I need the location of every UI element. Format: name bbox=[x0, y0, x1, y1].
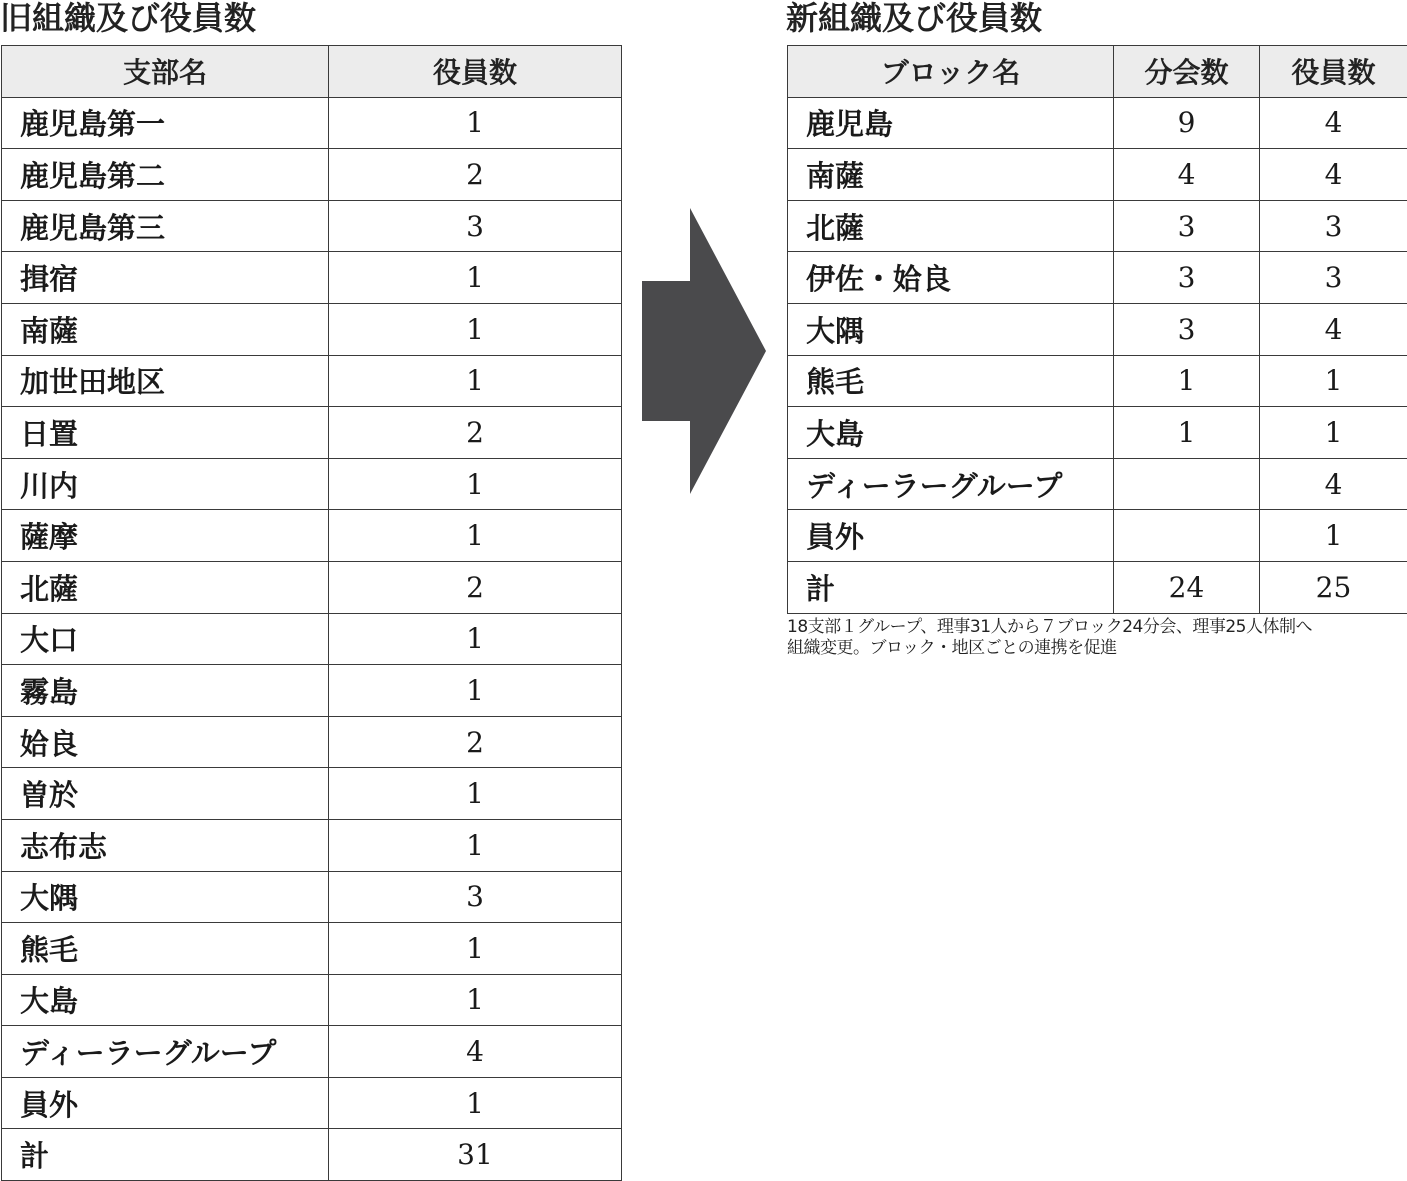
officers-cell: 1 bbox=[329, 768, 622, 820]
new-org-table-body bbox=[788, 97, 1407, 613]
officers-cell: 1 bbox=[329, 974, 622, 1026]
old-org-title: 旧組織及び役員数 bbox=[0, 0, 256, 36]
branch-count-cell: 9 bbox=[1114, 97, 1260, 149]
officers-cell: 1 bbox=[1260, 355, 1407, 407]
branch-count-cell bbox=[1114, 458, 1260, 510]
caption-line-1: 18支部１グループ、理事31人から７ブロック24分会、理事25人体制へ bbox=[787, 617, 1312, 637]
table-row bbox=[788, 458, 1407, 510]
new-org-table bbox=[787, 45, 1407, 614]
branch-count-cell: 3 bbox=[1114, 252, 1260, 304]
officers-cell: 2 bbox=[329, 716, 622, 768]
officers-cell: 4 bbox=[1260, 97, 1407, 149]
table-row bbox=[788, 149, 1407, 201]
table-row bbox=[788, 252, 1407, 304]
table-row bbox=[788, 200, 1407, 252]
officers-cell: 3 bbox=[329, 200, 622, 252]
officers-cell: 1 bbox=[329, 97, 622, 149]
caption-note bbox=[787, 617, 1407, 659]
officers-cell: 2 bbox=[329, 149, 622, 201]
branch-count-cell: 1 bbox=[1114, 355, 1260, 407]
block-name-cell: 伊佐・姶良 bbox=[788, 252, 1114, 304]
table-row bbox=[2, 561, 622, 613]
table-row bbox=[2, 355, 622, 407]
new-org-title: 新組織及び役員数 bbox=[786, 0, 1042, 36]
branch-name-cell: 薩摩 bbox=[2, 510, 329, 562]
officers-cell: 1 bbox=[329, 923, 622, 975]
table-row bbox=[2, 768, 622, 820]
table-header-row bbox=[788, 46, 1407, 98]
officers-cell: 3 bbox=[329, 871, 622, 923]
officers-cell: 2 bbox=[329, 561, 622, 613]
block-name-cell: 計 bbox=[788, 561, 1114, 613]
branch-count-cell: 3 bbox=[1114, 303, 1260, 355]
branch-name-cell: 加世田地区 bbox=[2, 355, 329, 407]
table-row bbox=[2, 716, 622, 768]
table-row bbox=[2, 1077, 622, 1129]
table-row bbox=[2, 303, 622, 355]
officers-cell: 4 bbox=[1260, 303, 1407, 355]
officers-cell: 1 bbox=[329, 252, 622, 304]
block-name-cell: 大隅 bbox=[788, 303, 1114, 355]
branch-name-cell: 姶良 bbox=[2, 716, 329, 768]
caption-line-2: 組織変更。ブロック・地区ごとの連携を促進 bbox=[787, 638, 1117, 658]
branch-count-cell: 24 bbox=[1114, 561, 1260, 613]
branch-count-cell: 3 bbox=[1114, 200, 1260, 252]
block-name-cell: 鹿児島 bbox=[788, 97, 1114, 149]
table-row bbox=[2, 1026, 622, 1078]
branch-name-cell: 志布志 bbox=[2, 819, 329, 871]
table-row bbox=[2, 871, 622, 923]
branch-name-cell: 曽於 bbox=[2, 768, 329, 820]
column-header-branch-name: 支部名 bbox=[2, 46, 329, 98]
branch-name-cell: 南薩 bbox=[2, 303, 329, 355]
officers-cell: 3 bbox=[1260, 200, 1407, 252]
branch-name-cell: 北薩 bbox=[2, 561, 329, 613]
branch-name-cell: 鹿児島第一 bbox=[2, 97, 329, 149]
column-header-block-name: ブロック名 bbox=[788, 46, 1114, 98]
table-row bbox=[788, 561, 1407, 613]
officers-cell: 1 bbox=[1260, 510, 1407, 562]
table-row bbox=[788, 355, 1407, 407]
officers-cell: 1 bbox=[329, 355, 622, 407]
officers-cell: 1 bbox=[329, 819, 622, 871]
branch-name-cell: 大口 bbox=[2, 613, 329, 665]
table-row bbox=[788, 303, 1407, 355]
branch-name-cell: 鹿児島第二 bbox=[2, 149, 329, 201]
arrow-shape bbox=[642, 208, 766, 494]
table-row bbox=[2, 819, 622, 871]
column-header-officers: 役員数 bbox=[329, 46, 622, 98]
branch-count-cell: 4 bbox=[1114, 149, 1260, 201]
block-name-cell: 北薩 bbox=[788, 200, 1114, 252]
block-name-cell: 員外 bbox=[788, 510, 1114, 562]
branch-count-cell bbox=[1114, 510, 1260, 562]
officers-cell: 1 bbox=[329, 665, 622, 717]
officers-cell: 4 bbox=[329, 1026, 622, 1078]
officers-cell: 1 bbox=[329, 303, 622, 355]
officers-cell: 1 bbox=[329, 1077, 622, 1129]
table-row bbox=[2, 510, 622, 562]
officers-cell: 3 bbox=[1260, 252, 1407, 304]
table-row bbox=[2, 200, 622, 252]
branch-name-cell: 計 bbox=[2, 1129, 329, 1181]
officers-cell: 2 bbox=[329, 407, 622, 459]
branch-name-cell: 大島 bbox=[2, 974, 329, 1026]
branch-name-cell: 揖宿 bbox=[2, 252, 329, 304]
table-row bbox=[2, 252, 622, 304]
old-org-table bbox=[1, 45, 622, 1181]
officers-cell: 4 bbox=[1260, 149, 1407, 201]
table-row bbox=[788, 97, 1407, 149]
branch-name-cell: 霧島 bbox=[2, 665, 329, 717]
branch-name-cell: 員外 bbox=[2, 1077, 329, 1129]
table-row bbox=[2, 407, 622, 459]
officers-cell: 31 bbox=[329, 1129, 622, 1181]
officers-cell: 25 bbox=[1260, 561, 1407, 613]
table-row bbox=[2, 1129, 622, 1181]
right-arrow-icon bbox=[640, 208, 770, 494]
block-name-cell: 南薩 bbox=[788, 149, 1114, 201]
table-row bbox=[2, 923, 622, 975]
table-row bbox=[2, 97, 622, 149]
block-name-cell: 大島 bbox=[788, 407, 1114, 459]
branch-name-cell: 川内 bbox=[2, 458, 329, 510]
branch-name-cell: ディーラーグループ bbox=[2, 1026, 329, 1078]
branch-count-cell: 1 bbox=[1114, 407, 1260, 459]
table-row bbox=[2, 665, 622, 717]
branch-name-cell: 鹿児島第三 bbox=[2, 200, 329, 252]
officers-cell: 1 bbox=[329, 458, 622, 510]
table-row bbox=[788, 407, 1407, 459]
column-header-branch-count: 分会数 bbox=[1114, 46, 1260, 98]
column-header-officers: 役員数 bbox=[1260, 46, 1407, 98]
officers-cell: 4 bbox=[1260, 458, 1407, 510]
officers-cell: 1 bbox=[1260, 407, 1407, 459]
table-row bbox=[2, 458, 622, 510]
branch-name-cell: 熊毛 bbox=[2, 923, 329, 975]
old-org-table-body bbox=[2, 97, 622, 1180]
block-name-cell: ディーラーグループ bbox=[788, 458, 1114, 510]
table-row bbox=[2, 974, 622, 1026]
officers-cell: 1 bbox=[329, 510, 622, 562]
block-name-cell: 熊毛 bbox=[788, 355, 1114, 407]
branch-name-cell: 日置 bbox=[2, 407, 329, 459]
table-row bbox=[788, 510, 1407, 562]
branch-name-cell: 大隅 bbox=[2, 871, 329, 923]
table-header-row bbox=[2, 46, 622, 98]
table-row bbox=[2, 613, 622, 665]
table-row bbox=[2, 149, 622, 201]
officers-cell: 1 bbox=[329, 613, 622, 665]
